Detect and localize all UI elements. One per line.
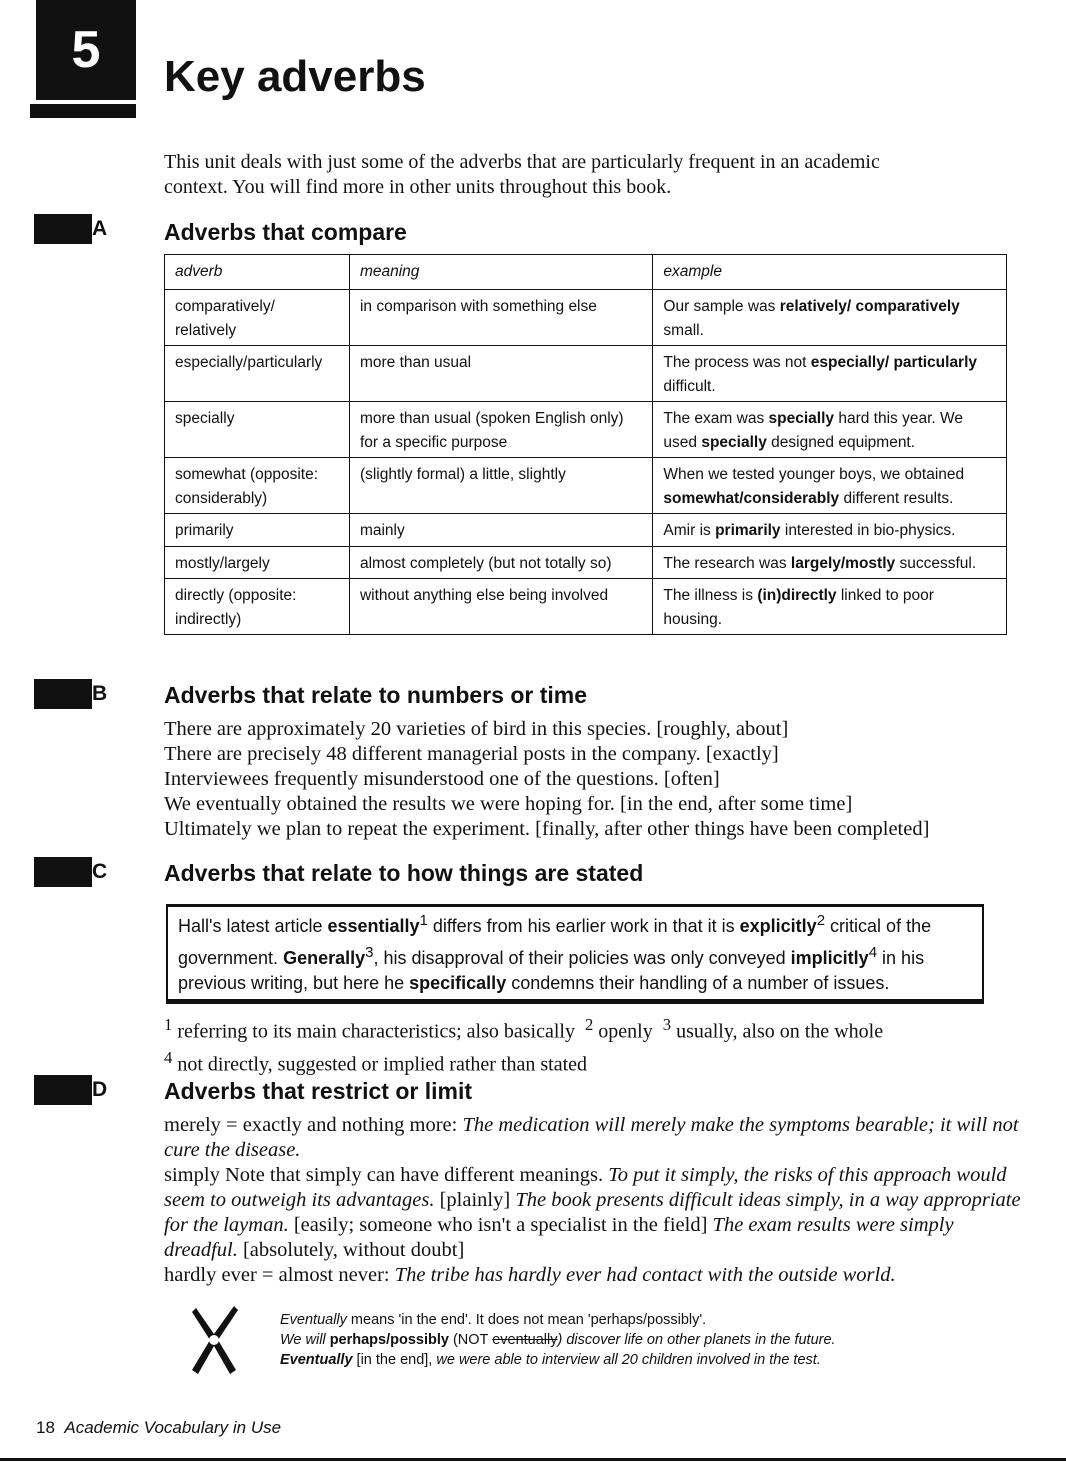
note-line: We will perhaps/possibly (NOT eventually) discover life on other planets in the future. [280,1332,836,1348]
meaning-cell: almost completely (but not totally so) [349,546,652,579]
boxed-paragraph: Hall's latest article essentially$^1$ differs from his earlier work in that it is explicitly$^2$ critical of the government. Generally$^3$, his disapproval of their policies was only conveyed implicitly$^4$ in his previous writing, but here he specifically condemns their handling of a number of issues. [178,912,932,993]
page-number: 18 [36,1418,55,1437]
page-title: Key adverbs [164,52,426,101]
example-cell: The process was not especially/ particularly difficult. [653,346,1007,402]
meaning-cell: in comparison with something else [349,290,652,346]
table-row [165,346,1007,402]
example-cell: The illness is (in)directly linked to poor housing. [653,579,1007,635]
meaning-cell: without anything else being involved [349,579,652,635]
example-line: Ultimately we plan to repeat the experiment. [finally, after other things have been completed] [164,818,930,840]
usage-note [280,1310,1040,1370]
book-title: Academic Vocabulary in Use [64,1418,282,1437]
footnote-line: $^4$ not directly, suggested or implied rather than stated [164,1047,588,1076]
section-title-d: Adverbs that restrict or limit [164,1078,473,1104]
table-row [165,402,1007,458]
example-line: There are approximately 20 varieties of bird in this species. [roughly, about] [164,718,789,740]
section-title-a: Adverbs that compare [164,219,407,245]
intro-paragraph [164,150,1014,200]
meaning-cell: more than usual (spoken English only) for a specific purpose [349,402,652,458]
footnotes [164,1012,1024,1077]
page-footer [36,1418,281,1438]
table-row [165,514,1007,547]
example-line: Interviewees frequently misunderstood one of the questions. [often] [164,768,720,790]
column-header-example: example [653,255,1007,290]
example-line: There are precisely 48 different managerial posts in the company. [exactly] [164,743,779,765]
section-title-b: Adverbs that relate to numbers or time [164,682,588,708]
section-b-examples [164,717,1024,842]
table-row [165,290,1007,346]
table-row [165,579,1007,635]
intro-line: This unit deals with just some of the adverbs that are particularly frequent in an academic [164,151,880,173]
definition-simply: simply Note that simply can have different meanings. To put it simply, the risks of this approach would seem to outweigh its advantages. [plainly] The book presents difficult ideas simply, in a way appropriate for the layman. [easily; someone who isn't a specialist in the field] The exam results were simply dreadful. [absolutely, without doubt] [164,1164,1021,1261]
adverb-cell: directly (opposite: indirectly) [165,579,350,635]
meaning-cell: (slightly formal) a little, slightly [349,458,652,514]
example-cell: The exam was specially hard this year. We used specially designed equipment. [653,402,1007,458]
adverb-cell: specially [165,402,350,458]
section-d-body [164,1113,1024,1288]
footnote-line: $^1$ referring to its main characteristics; also basically $^2$ openly $^3$ usually, also on the whole [164,1015,884,1043]
column-header-meaning: meaning [349,255,652,290]
example-cell: Amir is primarily interested in bio-physics. [653,514,1007,547]
column-header-adverb: adverb [165,255,350,290]
meaning-cell: more than usual [349,346,652,402]
bottom-rule [0,1458,1066,1461]
example-cell: The research was largely/mostly successful. [653,546,1007,579]
definition-hardly-ever: hardly ever = almost never: The tribe has hardly ever had contact with the outside world. [164,1264,896,1286]
unit-number: 5 [71,21,101,79]
note-line: Eventually means 'in the end'. It does not mean 'perhaps/possibly'. [280,1312,707,1328]
example-cell: When we tested younger boys, we obtained somewhat/considerably different results. [653,458,1007,514]
common-error-icon [190,1304,240,1376]
adverb-cell: mostly/largely [165,546,350,579]
adverb-cell: primarily [165,514,350,547]
section-marker-a: A [34,214,104,244]
note-line: Eventually [in the end], we were able to interview all 20 children involved in the test. [280,1352,821,1368]
section-marker-b: B [34,679,104,709]
adverb-cell: comparatively/ relatively [165,290,350,346]
section-marker-d: D [34,1075,104,1105]
section-marker-c: C [34,857,104,887]
adverb-cell: especially/particularly [165,346,350,402]
example-line: We eventually obtained the results we were hoping for. [in the end, after some time] [164,793,853,815]
adverb-table [164,254,1007,635]
table-row [165,546,1007,579]
section-title-c: Adverbs that relate to how things are stated [164,860,644,886]
table-row [165,458,1007,514]
unit-badge [30,0,136,120]
meaning-cell: mainly [349,514,652,547]
adverb-cell: somewhat (opposite: considerably) [165,458,350,514]
intro-line: context. You will find more in other units throughout this book. [164,176,672,198]
example-cell: Our sample was relatively/ comparatively small. [653,290,1007,346]
table-header-row [165,255,1007,290]
definition-merely: merely = exactly and nothing more: The medication will merely make the symptoms bearable; it will not cure the disease. [164,1114,1019,1161]
